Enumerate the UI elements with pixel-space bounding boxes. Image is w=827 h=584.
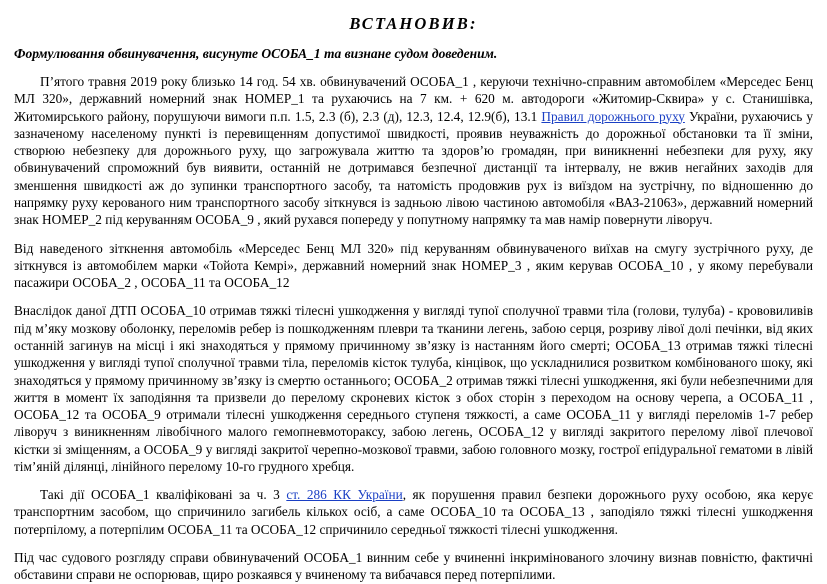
- paragraph-3: [14, 302, 813, 475]
- paragraph-5: [14, 549, 813, 584]
- legal-reference-link[interactable]: Правил дорожнього руху: [541, 108, 685, 124]
- paragraph-1: [14, 73, 813, 229]
- legal-reference-link[interactable]: ст. 286 КК України: [286, 487, 403, 503]
- paragraph-text: Від наведеного зіткнення автомобіль «Мерседес Бенц МЛ 320» під керуванням обвинуваченого виїхав на смугу зустрічного руху, де зіткнувся із автомобілем марки «Тойота Кемрі», державний номерний знак НОМЕР_3 , яким керував ОСОБА_10 , у якому перебували пасажири ОСОБА_2 , ОСОБА_11 та ОСОБА_12: [14, 240, 813, 291]
- paragraph-2: [14, 240, 813, 292]
- paragraph-text: П’ятого травня 2019 року близько 14 год. 54 хв. обвинувачений ОСОБА_1 , керуючи технічно-справним автомобілем «Мерседес Бенц МЛ 320», державний номерний знак НОМЕР_1 та рухаючись на 7 км. + 620 м. автодороги «Житомир-Сквира» у с. Станишівка, Житомирського району, порушуючи вимоги п.п. 1.5, 2.3 (б), 2.3 (д), 12.3, 12.4, 12.9(б), 13.1: [14, 74, 813, 124]
- paragraph-text: , як порушення правил безпеки дорожнього руху особою, яка керує транспортним засобом, що спричинило загибель кількох осіб, а саме ОСОБА_10 та ОСОБА_13 , заподіяло тяжкі тілесні ушкодження потерпілому, а потерпілим ОСОБА_11 та ОСОБА_12 спричинило середньої тяжкості тілесні ушкодження.: [14, 487, 814, 537]
- paragraph-text: України, рухаючись у зазначеному населеному пункті із перевищенням допустимої швидкості, проявив неуважність до дорожньої обстановки та її зміни, створюю небезпеку для дорожнього руху, що загрожувала життю та здоров’ю громадян, при виникненні небезпеки для руху, яку обвинувачений спроможний був виявити, останній не дотримався безпечної дистанції та інтервалу, не вжив негайних заходів для зменшення швидкості аж до зупинки транспортного засобу, та натомість продовжив рух із виїздом на зустрічну, по відношенню до напрямку руху керованого ним транспортного засобу зіткнувся із задньою лівою частиною автомобіля «ВАЗ-21063», державний номерний знак НОМЕР_2 під керуванням ОСОБА_9 , який рухався попереду у попутному напрямку та мав намір повернути ліворуч.: [14, 108, 813, 228]
- paragraph-text: Такі дії ОСОБА_1 кваліфіковані за ч. 3: [40, 487, 287, 503]
- paragraph-text: Під час судового розгляду справи обвинувачений ОСОБА_1 винним себе у вчиненні інкримінованого злочину визнав повністю, фактичні обставини справи не оспорював, щиро розкаявся у вчиненому та вибачався перед потерпілими.: [14, 550, 813, 583]
- paragraph-4: [14, 486, 813, 538]
- charge-formulation-lead: Формулювання обвинувачення, висунуте ОСОБА_1 та визнане судом доведеним.: [14, 46, 498, 61]
- paragraph-text: Внаслідок даної ДТП ОСОБА_10 отримав тяжкі тілесні ушкодження у вигляді тупої сполучної травми тіла (голови, тулуба) - крововиливів під м’яку мозкову оболонку, переломів ребер із пошкодженням плеври та тканини легень, забою серця, розриву лівої долі печінки, від яких останній загинув на місці і які знаходяться у прямому причинному зв’язку із настанням його смерті; ОСОБА_13 отримав тяжкі тілесні ушкодження у вигляді тупої сполучної травми тіла, переломів кісток тулуба, кінцівок, що ускладнилися розвитком комбінованого шоку, які знаходяться у прямому причинному зв’язку із смертю останнього; ОСОБА_2 отримав тяжкі тілесні ушкодження, які були небезпечними для життя в момент їх заподіяння та призвели до перелому скроневих кісток з обох сторін з переходом на основу черепа, а ОСОБА_11 , ОСОБА_12 та ОСОБА_9 отримали тілесні ушкодження середнього ступеня тяжкості, а саме ОСОБА_11 у вигляді переломів 1-7 ребер ліворуч з виникненням лівобічного малого гемопневмотораксу, забою легень, ОСОБА_12 у вигляді закритого перелому лівої плечової кістки зі зміщенням, а ОСОБА_9 у вигляді закритої черепно-мозкової травми, забою головного мозку, гострої епідуральної гематоми в лівій тім’яній ділянці, лінійного перелому 10-го грудного хребця.: [14, 303, 813, 474]
- page-title: ВСТАНОВИВ:: [349, 14, 478, 33]
- document-body: [14, 73, 813, 584]
